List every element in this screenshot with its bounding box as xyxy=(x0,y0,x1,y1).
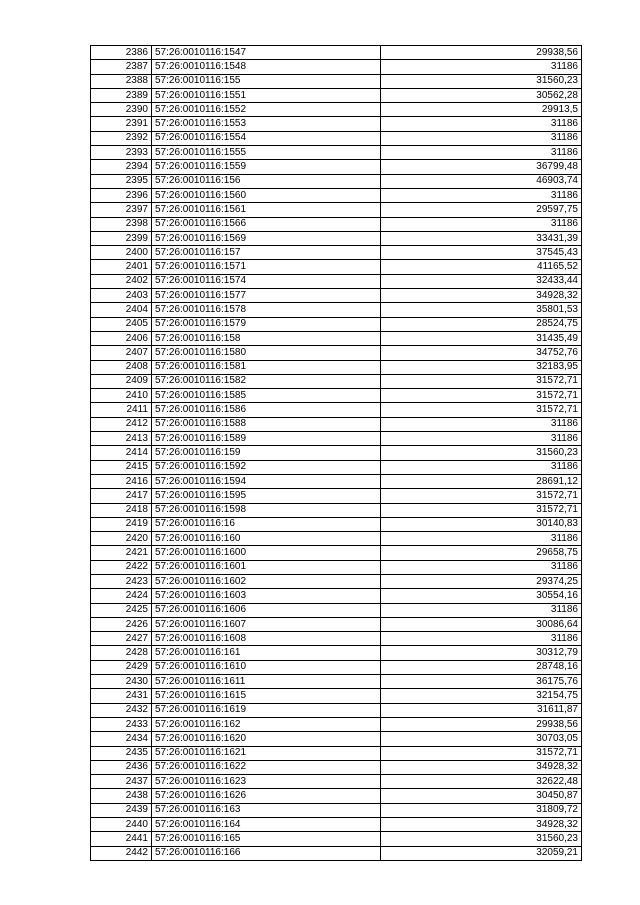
value-cell: 28524,75 xyxy=(381,317,582,331)
table-row xyxy=(91,703,582,717)
value-cell: 33431,39 xyxy=(381,231,582,245)
row-number-cell: 2420 xyxy=(91,532,152,546)
value-cell: 37545,43 xyxy=(381,246,582,260)
cadastral-number-cell: 57:26:0010116:1582 xyxy=(152,374,381,388)
row-number-cell: 2398 xyxy=(91,217,152,231)
value-cell: 41165,52 xyxy=(381,260,582,274)
cadastral-number-cell: 57:26:0010116:1622 xyxy=(152,760,381,774)
value-cell: 29658,75 xyxy=(381,546,582,560)
cadastral-number-cell: 57:26:0010116:1621 xyxy=(152,746,381,760)
table-row xyxy=(91,360,582,374)
table-row xyxy=(91,231,582,245)
cadastral-number-cell: 57:26:0010116:164 xyxy=(152,818,381,832)
row-number-cell: 2387 xyxy=(91,60,152,74)
value-cell: 31572,71 xyxy=(381,374,582,388)
value-cell: 30703,05 xyxy=(381,732,582,746)
cadastral-number-cell: 57:26:0010116:1620 xyxy=(152,732,381,746)
value-cell: 34928,32 xyxy=(381,289,582,303)
value-cell: 28748,16 xyxy=(381,660,582,674)
row-number-cell: 2400 xyxy=(91,246,152,260)
cadastral-number-cell: 57:26:0010116:159 xyxy=(152,446,381,460)
row-number-cell: 2415 xyxy=(91,460,152,474)
value-cell: 36175,76 xyxy=(381,675,582,689)
row-number-cell: 2426 xyxy=(91,617,152,631)
value-cell: 31560,23 xyxy=(381,74,582,88)
table-row xyxy=(91,660,582,674)
row-number-cell: 2428 xyxy=(91,646,152,660)
cadastral-number-cell: 57:26:0010116:1598 xyxy=(152,503,381,517)
row-number-cell: 2392 xyxy=(91,131,152,145)
table-row xyxy=(91,432,582,446)
row-number-cell: 2413 xyxy=(91,432,152,446)
cadastral-number-cell: 57:26:0010116:1574 xyxy=(152,274,381,288)
row-number-cell: 2418 xyxy=(91,503,152,517)
table-row xyxy=(91,260,582,274)
row-number-cell: 2433 xyxy=(91,717,152,731)
table-row xyxy=(91,417,582,431)
table-row xyxy=(91,717,582,731)
value-cell: 31560,23 xyxy=(381,446,582,460)
table-row xyxy=(91,632,582,646)
cadastral-number-cell: 57:26:0010116:155 xyxy=(152,74,381,88)
cadastral-number-cell: 57:26:0010116:1553 xyxy=(152,117,381,131)
table-row xyxy=(91,88,582,102)
row-number-cell: 2419 xyxy=(91,517,152,531)
table-row xyxy=(91,789,582,803)
value-cell: 31186 xyxy=(381,460,582,474)
table-row xyxy=(91,732,582,746)
value-cell: 32622,48 xyxy=(381,775,582,789)
cadastral-number-cell: 57:26:0010116:16 xyxy=(152,517,381,531)
row-number-cell: 2393 xyxy=(91,146,152,160)
value-cell: 31572,71 xyxy=(381,403,582,417)
cadastral-number-cell: 57:26:0010116:1619 xyxy=(152,703,381,717)
value-cell: 31186 xyxy=(381,60,582,74)
cadastral-number-cell: 57:26:0010116:162 xyxy=(152,717,381,731)
cadastral-number-cell: 57:26:0010116:1577 xyxy=(152,289,381,303)
row-number-cell: 2394 xyxy=(91,160,152,174)
cadastral-number-cell: 57:26:0010116:1611 xyxy=(152,675,381,689)
row-number-cell: 2422 xyxy=(91,560,152,574)
value-cell: 30450,87 xyxy=(381,789,582,803)
value-cell: 29938,56 xyxy=(381,46,582,60)
table-row xyxy=(91,188,582,202)
value-cell: 31186 xyxy=(381,146,582,160)
cadastral-number-cell: 57:26:0010116:160 xyxy=(152,532,381,546)
row-number-cell: 2401 xyxy=(91,260,152,274)
table-row xyxy=(91,346,582,360)
cadastral-value-table xyxy=(90,45,582,861)
cadastral-number-cell: 57:26:0010116:1610 xyxy=(152,660,381,674)
table-row xyxy=(91,560,582,574)
value-cell: 30562,28 xyxy=(381,88,582,102)
value-cell: 31572,71 xyxy=(381,389,582,403)
cadastral-number-cell: 57:26:0010116:165 xyxy=(152,832,381,846)
table-row xyxy=(91,832,582,846)
table-row xyxy=(91,103,582,117)
table-row xyxy=(91,546,582,560)
row-number-cell: 2402 xyxy=(91,274,152,288)
row-number-cell: 2396 xyxy=(91,188,152,202)
cadastral-number-cell: 57:26:0010116:157 xyxy=(152,246,381,260)
value-cell: 29597,75 xyxy=(381,203,582,217)
table-row xyxy=(91,517,582,531)
row-number-cell: 2442 xyxy=(91,846,152,860)
cadastral-number-cell: 57:26:0010116:1579 xyxy=(152,317,381,331)
cadastral-number-cell: 57:26:0010116:163 xyxy=(152,803,381,817)
value-cell: 30140,83 xyxy=(381,517,582,531)
value-cell: 32059,21 xyxy=(381,846,582,860)
cadastral-number-cell: 57:26:0010116:1554 xyxy=(152,131,381,145)
cadastral-number-cell: 57:26:0010116:156 xyxy=(152,174,381,188)
row-number-cell: 2438 xyxy=(91,789,152,803)
table-row xyxy=(91,474,582,488)
row-number-cell: 2403 xyxy=(91,289,152,303)
row-number-cell: 2440 xyxy=(91,818,152,832)
table-row xyxy=(91,846,582,860)
value-cell: 31186 xyxy=(381,560,582,574)
row-number-cell: 2391 xyxy=(91,117,152,131)
cadastral-number-cell: 57:26:0010116:1581 xyxy=(152,360,381,374)
table-row xyxy=(91,317,582,331)
cadastral-number-cell: 57:26:0010116:1566 xyxy=(152,217,381,231)
table-row xyxy=(91,589,582,603)
value-cell: 30086,64 xyxy=(381,617,582,631)
cadastral-number-cell: 57:26:0010116:1595 xyxy=(152,489,381,503)
row-number-cell: 2429 xyxy=(91,660,152,674)
row-number-cell: 2417 xyxy=(91,489,152,503)
table-row xyxy=(91,389,582,403)
value-cell: 29913,5 xyxy=(381,103,582,117)
table-row xyxy=(91,803,582,817)
value-cell: 31186 xyxy=(381,603,582,617)
table-row xyxy=(91,460,582,474)
cadastral-number-cell: 57:26:0010116:1601 xyxy=(152,560,381,574)
table-row xyxy=(91,217,582,231)
value-cell: 32433,44 xyxy=(381,274,582,288)
value-cell: 31572,71 xyxy=(381,489,582,503)
table-row xyxy=(91,289,582,303)
value-cell: 31809,72 xyxy=(381,803,582,817)
table-row xyxy=(91,489,582,503)
row-number-cell: 2412 xyxy=(91,417,152,431)
row-number-cell: 2441 xyxy=(91,832,152,846)
cadastral-number-cell: 57:26:0010116:1615 xyxy=(152,689,381,703)
row-number-cell: 2406 xyxy=(91,331,152,345)
row-number-cell: 2432 xyxy=(91,703,152,717)
table-row xyxy=(91,117,582,131)
value-cell: 35801,53 xyxy=(381,303,582,317)
value-cell: 30554,16 xyxy=(381,589,582,603)
row-number-cell: 2414 xyxy=(91,446,152,460)
cadastral-number-cell: 57:26:0010116:1551 xyxy=(152,88,381,102)
cadastral-number-cell: 57:26:0010116:1600 xyxy=(152,546,381,560)
table-row xyxy=(91,689,582,703)
cadastral-number-cell: 57:26:0010116:1580 xyxy=(152,346,381,360)
cadastral-number-cell: 57:26:0010116:1569 xyxy=(152,231,381,245)
table-row xyxy=(91,675,582,689)
row-number-cell: 2439 xyxy=(91,803,152,817)
value-cell: 31572,71 xyxy=(381,746,582,760)
value-cell: 29938,56 xyxy=(381,717,582,731)
table-row xyxy=(91,603,582,617)
table-row xyxy=(91,746,582,760)
value-cell: 31186 xyxy=(381,417,582,431)
value-cell: 31186 xyxy=(381,188,582,202)
row-number-cell: 2389 xyxy=(91,88,152,102)
cadastral-number-cell: 57:26:0010116:1578 xyxy=(152,303,381,317)
cadastral-number-cell: 57:26:0010116:1623 xyxy=(152,775,381,789)
cadastral-number-cell: 57:26:0010116:1552 xyxy=(152,103,381,117)
cadastral-number-cell: 57:26:0010116:1559 xyxy=(152,160,381,174)
cadastral-number-cell: 57:26:0010116:1603 xyxy=(152,589,381,603)
cadastral-number-cell: 57:26:0010116:1560 xyxy=(152,188,381,202)
row-number-cell: 2437 xyxy=(91,775,152,789)
value-cell: 31186 xyxy=(381,117,582,131)
value-cell: 31560,23 xyxy=(381,832,582,846)
table-row xyxy=(91,60,582,74)
cadastral-number-cell: 57:26:0010116:1555 xyxy=(152,146,381,160)
row-number-cell: 2427 xyxy=(91,632,152,646)
table-row xyxy=(91,331,582,345)
value-cell: 28691,12 xyxy=(381,474,582,488)
table-row xyxy=(91,775,582,789)
table-row xyxy=(91,174,582,188)
row-number-cell: 2395 xyxy=(91,174,152,188)
cadastral-number-cell: 57:26:0010116:1592 xyxy=(152,460,381,474)
value-cell: 31186 xyxy=(381,532,582,546)
cadastral-number-cell: 57:26:0010116:1589 xyxy=(152,432,381,446)
row-number-cell: 2424 xyxy=(91,589,152,603)
row-number-cell: 2386 xyxy=(91,46,152,60)
table-row xyxy=(91,574,582,588)
cadastral-number-cell: 57:26:0010116:1607 xyxy=(152,617,381,631)
table-row xyxy=(91,646,582,660)
row-number-cell: 2410 xyxy=(91,389,152,403)
row-number-cell: 2404 xyxy=(91,303,152,317)
table-row xyxy=(91,532,582,546)
row-number-cell: 2434 xyxy=(91,732,152,746)
table-row xyxy=(91,146,582,160)
value-cell: 46903,74 xyxy=(381,174,582,188)
cadastral-number-cell: 57:26:0010116:1606 xyxy=(152,603,381,617)
cadastral-number-cell: 57:26:0010116:1548 xyxy=(152,60,381,74)
row-number-cell: 2425 xyxy=(91,603,152,617)
row-number-cell: 2416 xyxy=(91,474,152,488)
row-number-cell: 2390 xyxy=(91,103,152,117)
table-row xyxy=(91,374,582,388)
cadastral-number-cell: 57:26:0010116:1561 xyxy=(152,203,381,217)
value-cell: 32154,75 xyxy=(381,689,582,703)
row-number-cell: 2435 xyxy=(91,746,152,760)
row-number-cell: 2399 xyxy=(91,231,152,245)
cadastral-number-cell: 57:26:0010116:1547 xyxy=(152,46,381,60)
value-cell: 31435,49 xyxy=(381,331,582,345)
cadastral-number-cell: 57:26:0010116:1608 xyxy=(152,632,381,646)
value-cell: 30312,79 xyxy=(381,646,582,660)
row-number-cell: 2408 xyxy=(91,360,152,374)
table-row xyxy=(91,818,582,832)
cadastral-number-cell: 57:26:0010116:1588 xyxy=(152,417,381,431)
cadastral-number-cell: 57:26:0010116:1626 xyxy=(152,789,381,803)
value-cell: 34928,32 xyxy=(381,818,582,832)
value-cell: 31186 xyxy=(381,131,582,145)
row-number-cell: 2397 xyxy=(91,203,152,217)
table-row xyxy=(91,760,582,774)
table-row xyxy=(91,131,582,145)
row-number-cell: 2409 xyxy=(91,374,152,388)
table-row xyxy=(91,160,582,174)
table-row xyxy=(91,403,582,417)
cadastral-number-cell: 57:26:0010116:161 xyxy=(152,646,381,660)
row-number-cell: 2421 xyxy=(91,546,152,560)
value-cell: 34752,76 xyxy=(381,346,582,360)
value-cell: 34928,32 xyxy=(381,760,582,774)
row-number-cell: 2405 xyxy=(91,317,152,331)
cadastral-number-cell: 57:26:0010116:166 xyxy=(152,846,381,860)
value-cell: 31186 xyxy=(381,217,582,231)
row-number-cell: 2423 xyxy=(91,574,152,588)
value-cell: 31572,71 xyxy=(381,503,582,517)
table-row xyxy=(91,617,582,631)
cadastral-number-cell: 57:26:0010116:1571 xyxy=(152,260,381,274)
cadastral-number-cell: 57:26:0010116:1586 xyxy=(152,403,381,417)
row-number-cell: 2436 xyxy=(91,760,152,774)
value-cell: 31186 xyxy=(381,632,582,646)
value-cell: 32183,95 xyxy=(381,360,582,374)
table-row xyxy=(91,203,582,217)
table-row xyxy=(91,246,582,260)
table-row xyxy=(91,446,582,460)
table-row xyxy=(91,274,582,288)
cadastral-number-cell: 57:26:0010116:1594 xyxy=(152,474,381,488)
table-row xyxy=(91,74,582,88)
table-row xyxy=(91,503,582,517)
table-row xyxy=(91,46,582,60)
value-cell: 31186 xyxy=(381,432,582,446)
cadastral-number-cell: 57:26:0010116:1585 xyxy=(152,389,381,403)
cadastral-number-cell: 57:26:0010116:1602 xyxy=(152,574,381,588)
row-number-cell: 2411 xyxy=(91,403,152,417)
row-number-cell: 2388 xyxy=(91,74,152,88)
row-number-cell: 2430 xyxy=(91,675,152,689)
cadastral-number-cell: 57:26:0010116:158 xyxy=(152,331,381,345)
value-cell: 36799,48 xyxy=(381,160,582,174)
table-row xyxy=(91,303,582,317)
table-body xyxy=(91,46,582,861)
row-number-cell: 2407 xyxy=(91,346,152,360)
value-cell: 29374,25 xyxy=(381,574,582,588)
row-number-cell: 2431 xyxy=(91,689,152,703)
value-cell: 31611,87 xyxy=(381,703,582,717)
